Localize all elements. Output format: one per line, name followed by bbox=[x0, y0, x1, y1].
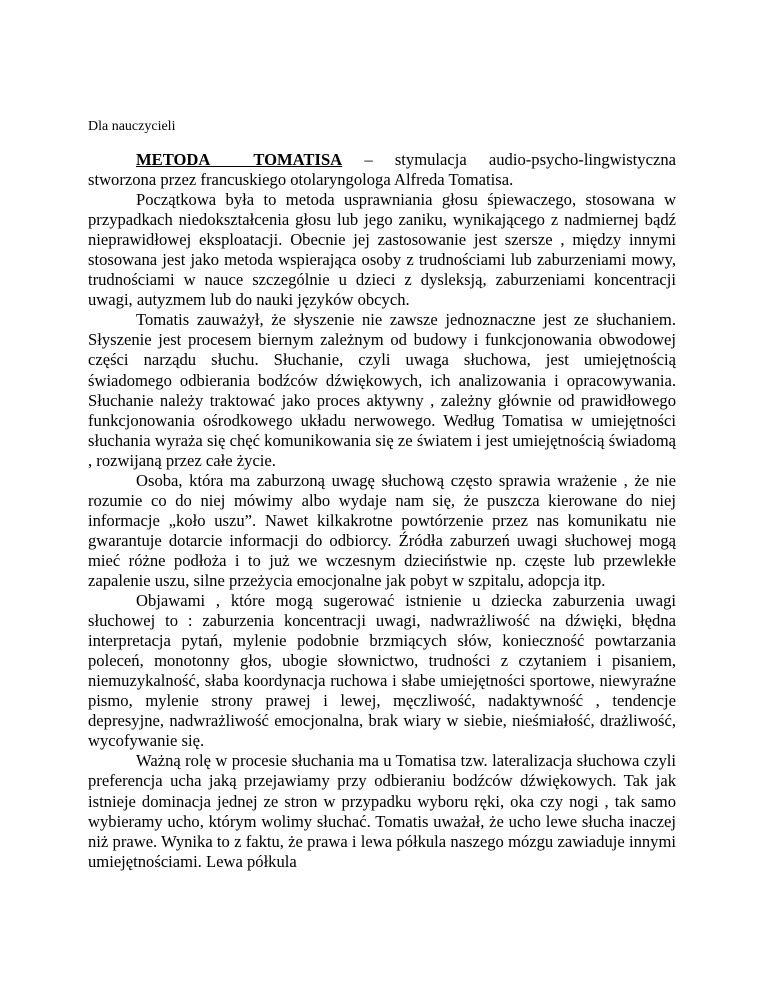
page-header: Dla nauczycieli bbox=[88, 119, 176, 134]
paragraph: Objawami , które mogą sugerować istnienie u dziecka zaburzenia uwagi słuchowej to : zaburzenia koncentracji uwagi, nadwrażliwość na dźwięki, błędna interpretacja pytań, mylenie podobnie brzmiących słów, konieczność powtarzania poleceń, monotonny głos, ubogie słownictwo, trudności z czytaniem i pisaniem, niemuzykalność, słaba koordynacja ruchowa i słabe umiejętności sportowe, niewyraźne pismo, mylenie strony prawej i lewej, męczliwość, nadaktywność , tendencje depresyjne, nadwrażliwość emocjonalna, brak wiary w siebie, nieśmiałość, drażliwość, wycofywanie się. bbox=[88, 591, 676, 751]
paragraph: Osoba, która ma zaburzoną uwagę słuchową często sprawia wrażenie , że nie rozumie co do niej mówimy albo wydaje nam się, że puszcza kierowane do niej informacje „koło uszu”. Nawet kilkakrotne powtórzenie przez nas komunikatu nie gwarantuje dotarcie informacji do odbiorcy. Źródła zaburzeń uwagi słuchowej mogą mieć różne podłoża i to już we wczesnym dzieciństwie np. częste lub przewlekłe zapalenie uszu, silne przeżycia emocjonalne jak pobyt w szpitalu, adopcja itp. bbox=[88, 470, 676, 590]
document-body bbox=[88, 150, 676, 872]
title-description: – stymulacja audio-psycho-lingwistyczna stworzona przez francuskiego otolaryngologa Alfreda Tomatisa. bbox=[88, 150, 676, 190]
paragraph: Początkowa była to metoda usprawniania głosu śpiewaczego, stosowana w przypadkach niedokształcenia głosu lub jego zaniku, wynikającego z nadmiernej bądź nieprawidłowej eksploatacji. Obecnie jej zastosowanie jest szersze , między innymi stosowana jest jako metoda wspierająca osoby z trudnościami lub zaburzeniami mowy, trudnościami w nauce szczególnie u dzieci z dysleksją, zaburzeniami koncentracji uwagi, autyzmem lub do nauki języków obcych. bbox=[88, 190, 676, 310]
document-title: METODA TOMATISA bbox=[136, 150, 343, 169]
paragraph: Ważną rolę w procesie słuchania ma u Tomatisa tzw. lateralizacja słuchowa czyli preferencja ucha jaką przejawiamy przy odbieraniu bodźców dźwiękowych. Tak jak istnieje dominacja jednej ze stron w przypadku wyboru ręki, oka czy nogi , tak samo wybieramy ucho, którym wolimy słuchać. Tomatis uważał, że ucho lewe słucha inaczej niż prawe. Wynika to z faktu, że prawa i lewa półkula naszego mózgu zawiaduje innymi umiejętnościami. Lewa półkula bbox=[88, 751, 676, 871]
paragraph: Tomatis zauważył, że słyszenie nie zawsze jednoznaczne jest ze słuchaniem. Słyszenie jest procesem biernym zależnym od budowy i funkcjonowania obwodowej części narządu słuchu. Słuchanie, czyli uwaga słuchowa, jest umiejętnością świadomego odbierania bodźców dźwiękowych, ich analizowania i opracowywania. Słuchanie należy traktować jako proces aktywny , zależny głównie od prawidłowego funkcjonowania ośrodkowego układu nerwowego. Według Tomatisa w umiejętności słuchania wyraża się chęć komunikowania się ze światem i jest umiejętnością świadomą , rozwijaną przez całe życie. bbox=[88, 310, 676, 470]
intro-paragraph bbox=[88, 150, 676, 190]
